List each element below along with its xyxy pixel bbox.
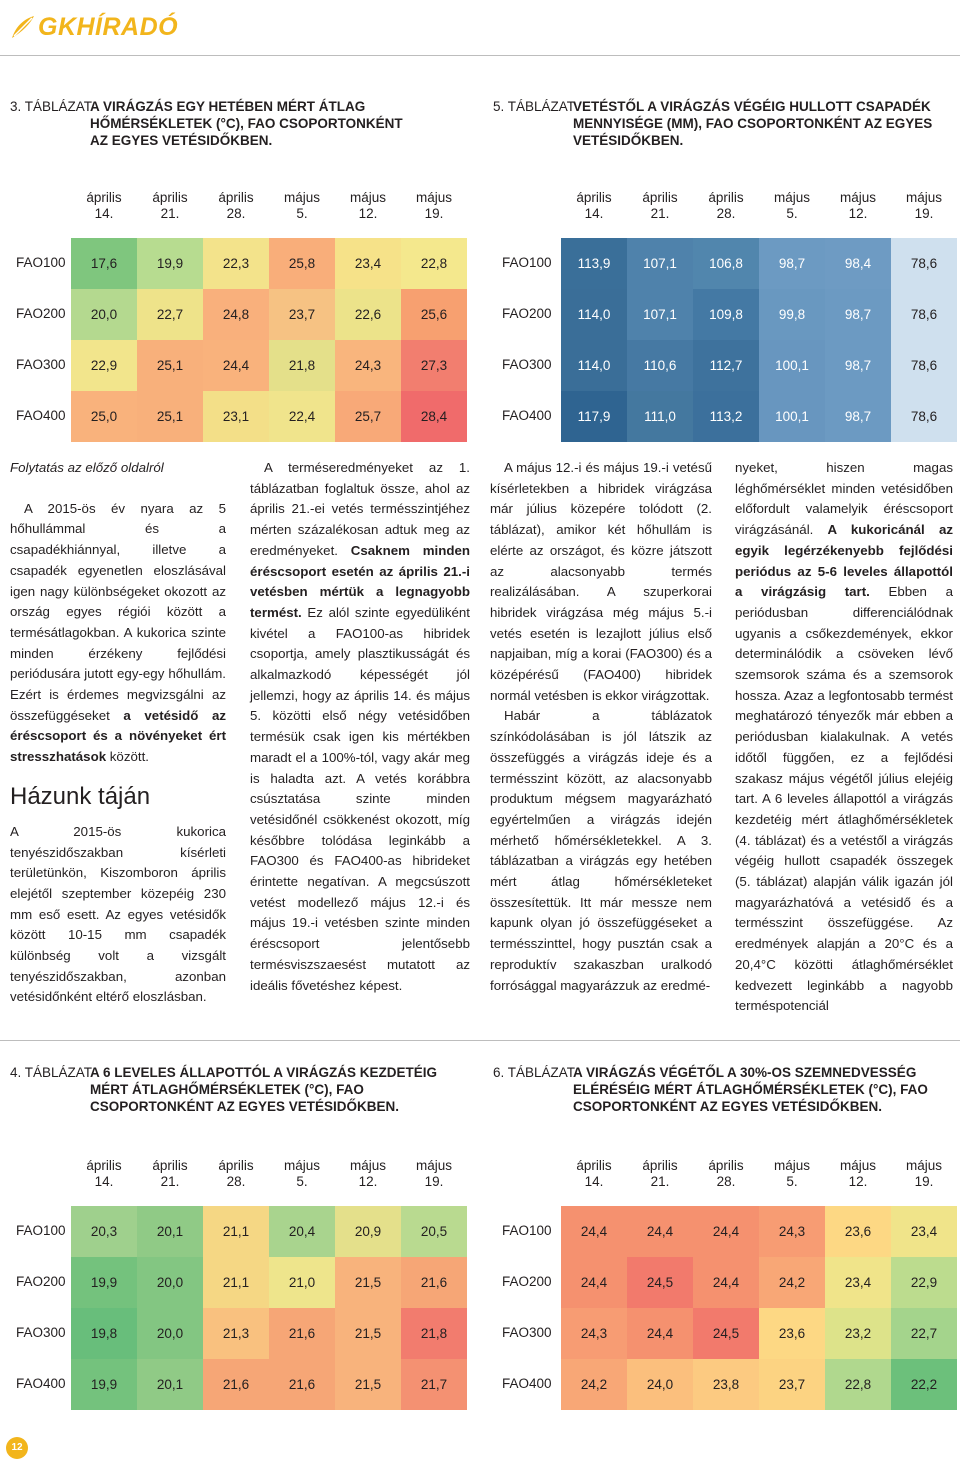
table-cell: 109,8 [693,289,759,340]
table-cell: 23,8 [693,1359,759,1410]
table-cell: 111,0 [627,391,693,442]
table-cell: 21,6 [269,1308,335,1359]
column-header-month: április [708,1158,744,1173]
table-title-line: CSOPORTONKÉNT AZ EGYES VETÉSIDŐKBEN. [90,1099,400,1114]
column-header-day: 5. [296,206,308,221]
column-header-month: május [349,190,386,205]
paragraph [10,499,226,768]
table-cell: 24,4 [561,1206,627,1257]
paragraph [10,822,226,1008]
bold-text: Csaknem minden éréscsoport esetén az április 21.-i vetésben mértük a legnagyobb termést. [250,542,471,620]
column-header-day: 21. [650,1174,670,1189]
column-header-month: május [905,190,942,205]
text-span: Ez alól szinte egyedüliként kivétel a FAO100-as hibridek csoportja, amely plasztikusságát és alkalmazkodó képességét jól jellemzi, hogy az április 14. és május 5. közötti első négy vetésidőben termésük csak igen kis mértékben maradt el a 100%-tól, vagy akár meg is haladta azt. A vetés korábbra csúsztatása szinte minden vetésidőnél csökkenést okozott, míg későbbre tolódása leginkább a FAO300 és FAO400-as hibrideket érintette negatívan. A megcsúszott vetést modellező május 12.-i és május 19.-i vetésben szinte minden éréscsoport jelentősebb termésviszszaesést mutatott az ideális fővetéshez képest. [250,604,470,993]
table-cell: 21,5 [335,1257,401,1308]
table-cell: 20,1 [137,1359,203,1410]
column-header [891,190,957,222]
column-header-month: május [349,1158,386,1173]
table-cell: 21,0 [269,1257,335,1308]
heatmap-table [490,1158,960,1408]
column-header [693,190,759,222]
table-cell: 117,9 [561,391,627,442]
paragraph [735,458,953,1017]
row-label: FAO400 [502,1376,552,1391]
text-span: A 2015-ös év nyara az 5 hőhullámmal és a csapadékhiánnyal, illetve a csapadék egyenetlen eloszlásával igen nagy különbségeket okozott az ország egyes régiói között a termésátlagokban. A kukorica szinte minden érzékeny fejlődési periódusára jutott egy-egy hőhullám. Ezért is érdemes megvizsgálni az összefüggéseket [10,500,226,723]
column-header [335,190,401,222]
table-cell: 21,3 [203,1308,269,1359]
table-cell: 78,6 [891,391,957,442]
table-cell: 22,3 [203,238,269,289]
heatmap-table [0,1158,470,1408]
table-cell: 110,6 [627,340,693,391]
column-header [627,1158,693,1190]
table-cell: 113,2 [693,391,759,442]
text-span: A terméseredményeket az 1. táblázatban foglaltuk össze, ahol az április 21.-ei vetés termésszintjéhez mérten százalékosan adtuk meg az eredményeket. [250,460,470,558]
column-header-month: április [86,1158,122,1173]
column-header-day: 28. [226,1174,246,1189]
paragraph-gap [10,479,226,499]
table-cell: 23,4 [825,1257,891,1308]
text-column [490,458,712,996]
table-cell: 78,6 [891,238,957,289]
text-span: Habár a táblázatok színkódolásában is jól látszik az összefüggés a virágzás ideje és a termésszint között, az alacsonyabb produktum mégsem magyarázható egyértelműen a virágzás idején mérhető hőmérsékletekkel. A 3. táblázatban a virágzás egy hetében mért átlag hőmérsékleteket összesítettük. Itt már messze nem kapunk olyan jó összefüggéseket a termésszinttel, hogy pusztán csak a reproduktív szakaszban uralkodó forrósággal magyarázzuk az eredmé- [490,708,712,993]
column-header [137,190,203,222]
table-cell: 21,1 [203,1257,269,1308]
table-number: 4. TÁBLÁZAT [10,1065,93,1080]
table-cell: 22,7 [891,1308,957,1359]
table-cell: 24,3 [335,340,401,391]
column-header-day: 21. [160,1174,180,1189]
column-header [269,1158,335,1190]
column-header-day: 14. [94,206,114,221]
table-cell: 98,4 [825,238,891,289]
table-cell: 20,9 [335,1206,401,1257]
column-header-month: május [839,190,876,205]
text-column [735,458,953,1017]
column-header-day: 19. [914,206,934,221]
column-header-month: május [415,1158,452,1173]
table-cell: 21,5 [335,1308,401,1359]
table-cell: 25,7 [335,391,401,442]
text-span: között. [106,749,149,765]
table-cell: 24,4 [693,1206,759,1257]
text-span: A május 12.-i és május 19.-i vetésű kísérletekben a hibridek virágzása már július közepére tolódott (2. táblázat), amikor két hőhullám is elérte az országot, és közre játszott az alacsonyabb termés realizálásában. A szuperkorai hibridek virágzása még május 5.-i vetés esetén is lezajlott július első napjaiban, míg a korai (FAO300) és a középérésű (FAO400) hibridek normál vetésben is ekkor virágzottak. [490,460,712,703]
table-title-line: MENNYISÉGE (MM), FAO CSOPORTONKÉNT AZ EGYES [573,116,933,131]
table-cell: 22,9 [891,1257,957,1308]
column-header [759,1158,825,1190]
table-cell: 98,7 [825,391,891,442]
table-title-line: ELÉRÉSÉIG MÉRT ÁTLAGHŐMÉRSÉKLETEK (°C), FAO [573,1082,928,1097]
table-cell: 100,1 [759,391,825,442]
page-number: 12 [6,1437,28,1459]
table-cell: 23,6 [759,1308,825,1359]
column-header [203,190,269,222]
table-cell: 20,1 [137,1206,203,1257]
column-header-month: május [283,1158,320,1173]
row-label: FAO400 [16,1376,66,1391]
table-cell: 23,4 [891,1206,957,1257]
table-cell: 24,4 [693,1257,759,1308]
column-header-month: május [415,190,452,205]
table-cell: 22,7 [137,289,203,340]
row-label: FAO300 [16,357,66,372]
table-cell: 98,7 [825,289,891,340]
text-span: nyeket, hiszen magas léghőmérséklet minden vetésidőben előfordult valamelyik éréscsoport virágzásánál. [735,460,953,538]
table-title-line: VETÉSTŐL A VIRÁGZÁS VÉGÉIG HULLOTT CSAPADÉK [573,99,931,114]
column-header-month: május [773,1158,810,1173]
table-cell: 114,0 [561,289,627,340]
table-cell: 23,2 [825,1308,891,1359]
column-header-day: 19. [424,206,444,221]
column-header-day: 12. [848,1174,868,1189]
table-cell: 23,7 [269,289,335,340]
table-cell: 78,6 [891,289,957,340]
column-header [561,190,627,222]
table-cell: 21,6 [203,1359,269,1410]
text-column [250,458,470,996]
table-cell: 24,4 [627,1206,693,1257]
row-label: FAO200 [16,306,66,321]
table-cell: 22,4 [269,391,335,442]
column-header-day: 28. [226,206,246,221]
table-cell: 22,6 [335,289,401,340]
table-cell: 25,6 [401,289,467,340]
table-cell: 106,8 [693,238,759,289]
table-cell: 99,8 [759,289,825,340]
column-header-day: 12. [358,1174,378,1189]
table-cell: 20,4 [269,1206,335,1257]
table-title-line: HŐMÉRSÉKLETEK (°C), FAO CSOPORTONKÉNT [90,116,403,131]
column-header [401,1158,467,1190]
column-header [203,1158,269,1190]
table-cell: 23,6 [825,1206,891,1257]
column-header [759,190,825,222]
table-title-line: A VIRÁGZÁS VÉGÉTŐL A 30%-OS SZEMNEDVESSÉG [573,1065,917,1080]
table-cell: 24,3 [561,1308,627,1359]
table-title-line: AZ EGYES VETÉSIDŐKBEN. [90,133,273,148]
table-cell: 21,8 [269,340,335,391]
table-cell: 112,7 [693,340,759,391]
table-cell: 114,0 [561,340,627,391]
table-cell: 25,1 [137,340,203,391]
table-cell: 19,9 [137,238,203,289]
table-cell: 19,9 [71,1359,137,1410]
table-cell: 21,7 [401,1359,467,1410]
table-title-line: A VIRÁGZÁS EGY HETÉBEN MÉRT ÁTLAG [90,99,366,114]
table-title-line: CSOPORTONKÉNT AZ EGYES VETÉSIDŐKBEN. [573,1099,883,1114]
table-cell: 107,1 [627,238,693,289]
column-header-month: április [218,1158,254,1173]
section-heading: Házunk táján [10,782,151,810]
column-header-day: 21. [650,206,670,221]
column-header-day: 28. [716,206,736,221]
table-cell: 98,7 [825,340,891,391]
row-label: FAO100 [502,1223,552,1238]
table-cell: 24,2 [561,1359,627,1410]
table-cell: 21,6 [269,1359,335,1410]
table-cell: 113,9 [561,238,627,289]
row-label: FAO100 [16,255,66,270]
column-header-day: 5. [296,1174,308,1189]
table-cell: 20,3 [71,1206,137,1257]
table-cell: 24,2 [759,1257,825,1308]
table-title-line: VETÉSIDŐKBEN. [573,133,684,148]
table-title [10,1064,470,1118]
paragraph [250,458,470,996]
text-column [10,458,226,1008]
table-cell: 107,1 [627,289,693,340]
table-cell: 17,6 [71,238,137,289]
table-cell: 25,8 [269,238,335,289]
table-cell: 20,5 [401,1206,467,1257]
row-label: FAO300 [502,1325,552,1340]
header-rule [0,55,960,56]
table-cell: 100,1 [759,340,825,391]
table-cell: 25,0 [71,391,137,442]
table-cell: 24,4 [627,1308,693,1359]
table-cell: 22,8 [825,1359,891,1410]
table-cell: 21,1 [203,1206,269,1257]
table-cell: 19,8 [71,1308,137,1359]
table-title [10,98,470,152]
column-header-month: április [152,190,188,205]
table-cell: 23,4 [335,238,401,289]
row-label: FAO300 [502,357,552,372]
column-header [891,1158,957,1190]
table-title [493,98,953,152]
table-cell: 28,4 [401,391,467,442]
column-header-month: április [218,190,254,205]
column-header [269,190,335,222]
table-number: 5. TÁBLÁZAT [493,99,576,114]
column-header-month: május [773,190,810,205]
table-cell: 24,5 [693,1308,759,1359]
column-header-day: 28. [716,1174,736,1189]
column-header-day: 19. [914,1174,934,1189]
row-label: FAO100 [16,1223,66,1238]
column-header-month: április [642,1158,678,1173]
table-cell: 24,3 [759,1206,825,1257]
table-cell: 78,6 [891,340,957,391]
table-cell: 21,6 [401,1257,467,1308]
column-header [825,190,891,222]
column-header [693,1158,759,1190]
table-cell: 22,9 [71,340,137,391]
column-header [401,190,467,222]
logo-text: GKHÍRADÓ [38,12,179,41]
text-span: Ebben a periódusban differenciálódnak ugyanis a csőkezdemények, ekkor determinálódik a csöveken lévő szemsorok száma és a szemsorok hossza. Azaz a legfontosabb termést meghatározó tényezők már ebben a periódusban kialakulnak. A vetés időtől függően, ez a fejlődési szakasz május végétől július elejéig tart. A 6 leveles állapottól a virágzás kezdetéig mért átlaghőmérsékletek (4. táblázat) és a vetéstől a virágzás végéig hullott csapadék összegek (5. táblázat) alapján válik igazán jól magyarázhatóvá a vetésidő és a termésszint összefüggése. Az eredmények alapján a 20°C és a 20,4°C közötti átlaghőmérséklet kedvezett leginkább a nagyobb terméspotenciál [735,584,953,1014]
table-cell: 20,0 [137,1257,203,1308]
table-title-line: A 6 LEVELES ÁLLAPOTTÓL A VIRÁGZÁS KEZDETÉIG [90,1065,438,1080]
row-label: FAO100 [502,255,552,270]
column-header-month: április [86,190,122,205]
heatmap-table [0,190,470,440]
paragraph: Folytatás az előző oldalról [10,460,164,475]
column-header-day: 12. [848,206,868,221]
table-number: 3. TÁBLÁZAT [10,99,93,114]
column-header-month: április [708,190,744,205]
table-cell: 25,1 [137,391,203,442]
text-span: A 2015-ös kukorica tenyészidőszakban kísérleti területünkön, Kiszomboron április elejétől szeptember közepéig 230 mm eső esett. Az egyes vetésidők között 10-15 mm csapadék különbség volt a vizsgált tenyészidőszakban, azonban vetésidőnként eltérő eloszlásban. [10,823,226,1005]
row-label: FAO400 [502,408,552,423]
column-header-month: április [642,190,678,205]
column-header-day: 14. [584,1174,604,1189]
column-header [825,1158,891,1190]
column-header-day: 19. [424,1174,444,1189]
table-cell: 24,4 [561,1257,627,1308]
column-header-month: április [576,190,612,205]
column-header-month: május [283,190,320,205]
table-cell: 21,8 [401,1308,467,1359]
column-header-day: 5. [786,1174,798,1189]
row-label: FAO200 [502,306,552,321]
table-cell: 23,7 [759,1359,825,1410]
paragraph [490,706,712,996]
table-cell: 20,0 [137,1308,203,1359]
table-cell: 21,5 [335,1359,401,1410]
table-title-line: MÉRT ÁTLAGHŐMÉRSÉKLETEK (°C), FAO [90,1082,364,1097]
table-cell: 24,4 [203,340,269,391]
table-cell: 24,8 [203,289,269,340]
row-label: FAO200 [16,1274,66,1289]
column-header [561,1158,627,1190]
column-header-day: 21. [160,206,180,221]
row-label: FAO300 [16,1325,66,1340]
table-cell: 98,7 [759,238,825,289]
row-label: FAO200 [502,1274,552,1289]
paragraph [490,458,712,706]
table-cell: 27,3 [401,340,467,391]
bold-text: a vetésidő az éréscsoport és a növényeket ért stresszhatások [10,707,226,765]
table-cell: 22,8 [401,238,467,289]
column-header-month: május [839,1158,876,1173]
table-cell: 19,9 [71,1257,137,1308]
column-header-month: május [905,1158,942,1173]
logo [10,10,178,44]
column-header-day: 5. [786,206,798,221]
table-number: 6. TÁBLÁZAT [493,1065,576,1080]
column-header-day: 14. [94,1174,114,1189]
column-header-day: 12. [358,206,378,221]
table-title [493,1064,953,1118]
column-header-day: 14. [584,206,604,221]
column-header [71,1158,137,1190]
table-cell: 22,2 [891,1359,957,1410]
heatmap-table [490,190,960,440]
table-cell: 24,5 [627,1257,693,1308]
column-header-month: április [152,1158,188,1173]
bold-text: A kukoricánál az egyik legérzékenyebb fejlődési periódus az 5-6 leveles állapottól a virágzásig tart. [735,522,953,600]
logo-emblem [10,14,36,40]
table-cell: 23,1 [203,391,269,442]
section-rule [0,1040,960,1041]
table-cell: 24,0 [627,1359,693,1410]
column-header-month: április [576,1158,612,1173]
column-header [627,190,693,222]
row-label: FAO400 [16,408,66,423]
column-header [137,1158,203,1190]
column-header [71,190,137,222]
table-cell: 20,0 [71,289,137,340]
column-header [335,1158,401,1190]
